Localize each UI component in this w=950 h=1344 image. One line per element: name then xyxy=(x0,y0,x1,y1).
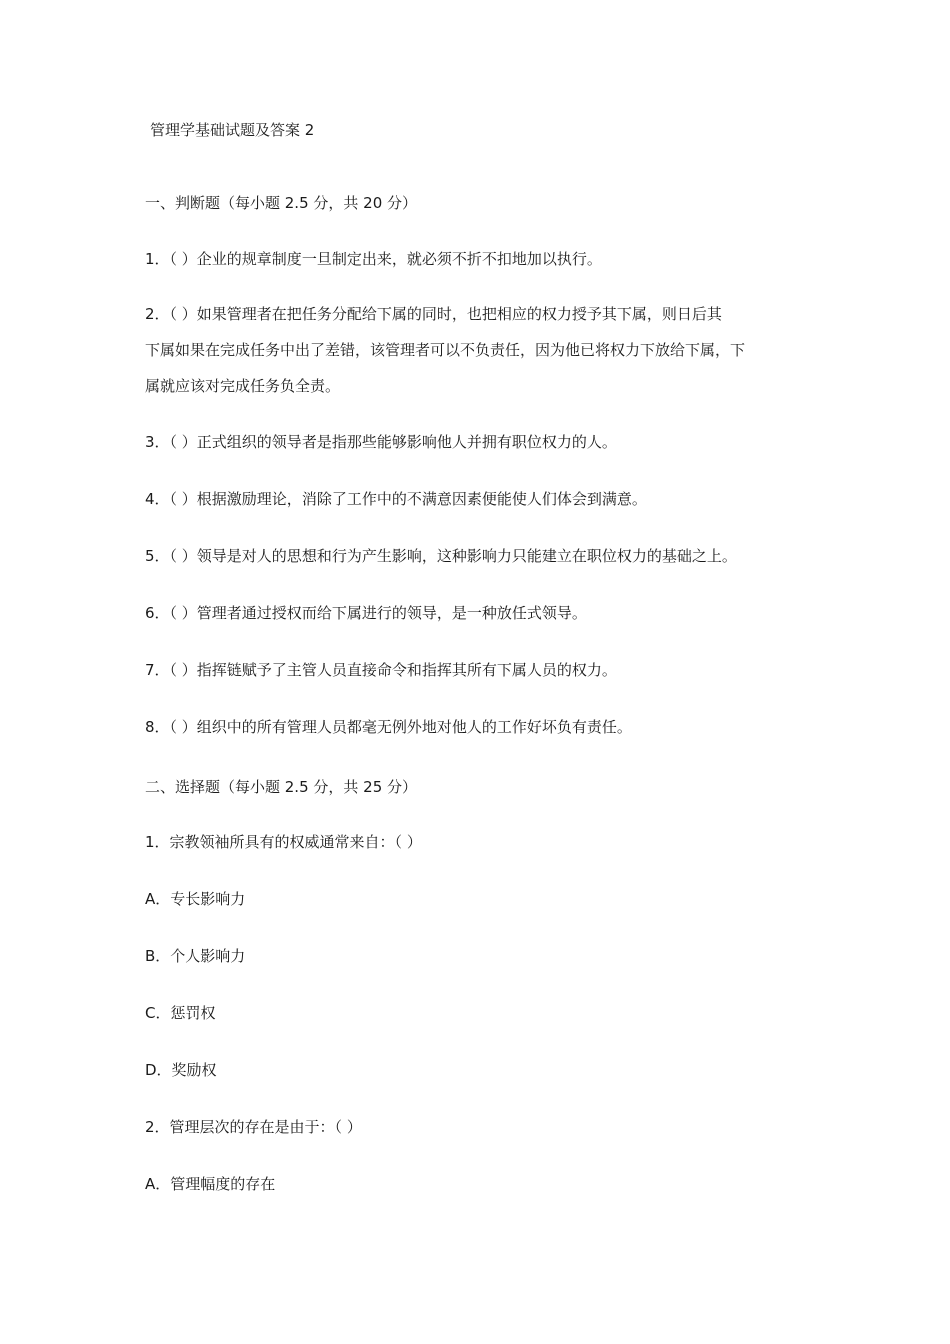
question-6: 6．（ ）管理者通过授权而给下属进行的领导，是一种放任式领导。 xyxy=(145,604,587,622)
question-2-line-3: 属就应该对完成任务负全责。 xyxy=(145,377,341,395)
choice-question-2-option-a: A．管理幅度的存在 xyxy=(145,1175,276,1193)
question-2-line-1: 2．（ ）如果管理者在把任务分配给下属的同时，也把相应的权力授予其下属，则日后其 xyxy=(145,305,722,323)
document-title: 管理学基础试题及答案 2 xyxy=(150,121,315,139)
choice-option-c: C．惩罚权 xyxy=(145,1004,216,1022)
question-8: 8．（ ）组织中的所有管理人员都毫无例外地对他人的工作好坏负有责任。 xyxy=(145,718,632,736)
choice-question-2: 2．管理层次的存在是由于：（ ） xyxy=(145,1118,362,1136)
question-7: 7．（ ）指挥链赋予了主管人员直接命令和指挥其所有下属人员的权力。 xyxy=(145,661,617,679)
question-2 xyxy=(145,296,810,404)
section-heading-multiple-choice: 二、选择题（每小题 2.5 分，共 25 分） xyxy=(145,778,418,796)
question-1: 1．（ ）企业的规章制度一旦制定出来，就必须不折不扣地加以执行。 xyxy=(145,250,602,268)
choice-question-1: 1．宗教领袖所具有的权威通常来自：（ ） xyxy=(145,833,422,851)
choice-option-a: A．专长影响力 xyxy=(145,890,246,908)
section-heading-true-false: 一、判断题（每小题 2.5 分，共 20 分） xyxy=(145,194,418,212)
question-5: 5．（ ）领导是对人的思想和行为产生影响，这种影响力只能建立在职位权力的基础之上。 xyxy=(145,547,737,565)
choice-option-d: D．奖励权 xyxy=(145,1061,217,1079)
choice-option-b: B．个人影响力 xyxy=(145,947,246,965)
question-4: 4．（ ）根据激励理论，消除了工作中的不满意因素便能使人们体会到满意。 xyxy=(145,490,647,508)
question-2-line-2: 下属如果在完成任务中出了差错，该管理者可以不负责任，因为他已将权力下放给下属，下 xyxy=(145,341,746,359)
question-3: 3．（ ）正式组织的领导者是指那些能够影响他人并拥有职位权力的人。 xyxy=(145,433,617,451)
